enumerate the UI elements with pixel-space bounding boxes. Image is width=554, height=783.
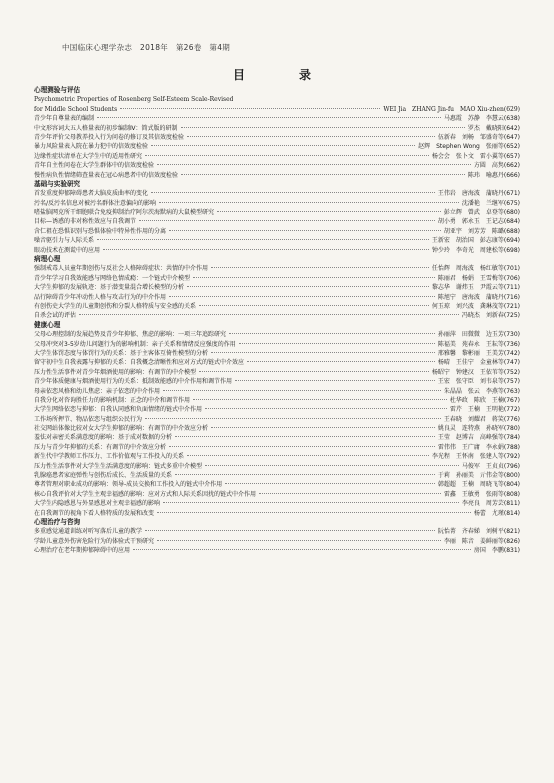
article-authors-page: 陈玮 喻惠丹(666) <box>467 171 520 179</box>
article-title: 心理治疗在老年期抑郁障碍中的应用 <box>34 547 131 555</box>
toc-entry[interactable] <box>34 415 520 424</box>
toc-entry[interactable] <box>34 161 520 170</box>
leader-dots <box>205 465 459 466</box>
article-title: 大学生体罚态度与体罚行为的关系：基于主客体互倚性模型的分析 <box>34 349 209 357</box>
leader-dots <box>193 277 435 278</box>
article-title: 慢性病负性情绪筛查量表在冠心病患者中的信效度检验 <box>34 171 179 179</box>
article-authors-page: 杨蕾 尤瑾(814) <box>473 509 520 517</box>
article-authors-page: 杨会会 张卜文 雷小翼等(657) <box>431 152 520 160</box>
article-title: 压力性生活事件对大学生生活满意度的影响：链式多重中介模型 <box>34 462 203 470</box>
leader-dots <box>229 333 435 334</box>
article-authors-page: 罗杰 戴晓阳(642) <box>467 124 520 132</box>
leader-dots <box>157 512 471 513</box>
section-heading: 基础与实验研究 <box>34 179 81 188</box>
article-authors-page: 陈福美 苑春永 王耘等(736) <box>437 340 520 348</box>
article-title: 边缘性症状清单在大学生中的适用性研究 <box>34 152 143 160</box>
leader-dots <box>159 202 459 203</box>
article-authors-page: 杨晴 王佳宁 金童林等(747) <box>437 359 520 367</box>
article-authors-page: 雷芹 王楠 王明艳(772) <box>449 406 520 414</box>
article-title: 大学生内隐感恩与外显感恩对主观幸福感的影响 <box>34 500 161 508</box>
article-title: 在自我调节的视角下看人格特质的发展和改变 <box>34 509 155 517</box>
toc-entry[interactable] <box>34 227 520 236</box>
toc-entry[interactable] <box>34 283 520 292</box>
table-of-contents <box>34 86 520 556</box>
article-title: 工作场所押节、物品依恋与组织公民行为 <box>34 415 143 423</box>
toc-entry[interactable] <box>34 358 520 367</box>
article-title: 目标—诱惑的非对称性效应与自我调节 <box>34 218 137 226</box>
article-title: 羞怯对亲密关系满意度的影响：基于成对数据的分析 <box>34 434 173 442</box>
article-title: 压力与青少年抑郁的关系：有调节的中介效应分析 <box>34 443 167 451</box>
article-authors-page: 黎志华 谢炜玉 尹霞云等(711) <box>431 284 520 292</box>
article-authors-page: 邢雅馨 黎彬丽 王美芳(742) <box>437 349 520 357</box>
article-title: 暴力风险量表入院在暴力犯中的信效度检验 <box>34 143 149 151</box>
toc-entry[interactable] <box>34 217 520 226</box>
leader-dots <box>199 305 429 306</box>
article-authors-page: 马俊军 王贞贞(796) <box>461 462 520 470</box>
toc-entry[interactable] <box>34 114 520 123</box>
toc-entry[interactable] <box>34 246 520 255</box>
toc-entry[interactable] <box>34 199 520 208</box>
leader-dots <box>211 267 429 268</box>
article-title: 大学生抑郁的发展轨迹：基于潜变量混合增长模型的分析 <box>34 284 185 292</box>
article-authors-page: 李亮良 周芳芸(811) <box>461 500 520 508</box>
article-authors-page: 彭立辉 曾武 卓登等(680) <box>443 209 520 217</box>
toc-entry[interactable] <box>34 133 520 142</box>
section-heading: 心理治疗与咨询 <box>34 517 81 526</box>
leader-dots <box>259 493 441 494</box>
leader-dots <box>145 418 441 419</box>
toc-entry[interactable] <box>34 368 520 377</box>
leader-dots <box>169 230 441 231</box>
article-title: Psychometric Properties of Rosenberg Self-Esteem Scale-Revised <box>34 96 234 104</box>
toc-entry[interactable] <box>34 302 520 311</box>
article-title: 青少年学习自我效能感与网络色情成瘾：一个链式中介模型 <box>34 274 191 282</box>
leader-dots <box>247 361 435 362</box>
article-authors-page: 雷鑫 王敏勇 张雨等(808) <box>443 490 520 498</box>
article-authors-page: 沈潘艳 兰继军(675) <box>461 199 520 207</box>
article-title: 大学生网络依恋与抑郁：自我认同感和负面情绪的链式中介作用 <box>34 406 203 414</box>
article-authors-page: 王春晓 刘耀君 蒋笑(776) <box>443 415 520 423</box>
toc-entry[interactable] <box>34 452 520 461</box>
leader-dots <box>193 399 447 400</box>
leader-dots <box>139 220 435 221</box>
article-title: 污名/反污名信息对被污名群体注意偏向的影响 <box>34 199 157 207</box>
article-title: 父母冲突对3-5岁幼儿问题行为的影响机制：亲子关系和情绪反应强度的作用 <box>34 340 236 348</box>
article-authors-page: 陈丽君 杨娟 王雪梅等(706) <box>437 274 520 282</box>
toc-entry[interactable] <box>34 443 520 452</box>
article-authors-page: 王莹 赵博吉 高峰强等(784) <box>437 434 520 442</box>
leader-dots <box>235 380 435 381</box>
article-title: 新生代中学教师工作压力、工作价值观与工作投入的关系 <box>34 453 185 461</box>
article-authors-page: 李丽 陈音 姜鲜丽等(826) <box>443 537 520 545</box>
toc-entry[interactable] <box>34 311 520 320</box>
article-title: 强制戒毒人员童年期创伤与反社会人格障碍症状：共情的中介作用 <box>34 265 209 273</box>
article-authors-page: 姚良灵 连特燕 孙晓军(780) <box>437 425 520 433</box>
toc-entry[interactable] <box>34 293 520 302</box>
article-authors-page: 陈旭宁 唐海波 蒲晓丹(716) <box>437 293 520 301</box>
leader-dots <box>169 296 435 297</box>
leader-dots <box>187 136 435 137</box>
leader-dots <box>225 483 435 484</box>
article-authors-page: 任怡辉 周海波 杨红敏等(701) <box>431 265 520 273</box>
section-heading: 健康心理 <box>34 320 61 329</box>
article-title: for Middle School Students <box>34 105 118 113</box>
article-authors-page: 韩超超 王楠 周晓飞等(804) <box>437 481 520 489</box>
article-title: 自我分化对咨询胜任力的影响机制：正念的中介和调节作用 <box>34 396 191 404</box>
article-title: 青少年评价父母教养投入行为问卷的修订及其信效度检验 <box>34 133 185 141</box>
leader-dots <box>175 474 435 475</box>
toc-entry[interactable] <box>34 537 520 546</box>
article-title: 青少年自尊量表的编制 <box>34 115 95 123</box>
article-title: 青少年体质健康与烟酒使用行为的关系：抵制效能感的中介作用和调节作用 <box>34 378 233 386</box>
article-title: 留守初中生自我表露与抑郁的关系：自我概念清晰性和应对方式的链式中介效应 <box>34 359 245 367</box>
article-authors-page: 房国 李鹏(831) <box>473 547 520 555</box>
leader-dots <box>199 371 429 372</box>
leader-dots <box>157 164 471 165</box>
toc-entry[interactable] <box>34 490 520 499</box>
section-heading: 心理测验与评估 <box>34 86 81 94</box>
leader-dots <box>169 446 435 447</box>
article-authors-page: 何玉琼 刘兴波 龚琳茂等(721) <box>431 302 520 310</box>
article-title: 有创伤史大学生的儿童期创伤和分裂人格特质与安全感的关系 <box>34 302 197 310</box>
leader-dots <box>181 174 465 175</box>
leader-dots <box>133 549 471 550</box>
article-authors-page: 杨昭宁 钟建汉 王依苇等(752) <box>431 368 520 376</box>
toc-entry[interactable] <box>34 396 520 405</box>
toc-entry[interactable] <box>34 471 520 480</box>
toc-entry[interactable] <box>34 349 520 358</box>
article-authors-page: 杜华政 陈欣 王楠(767) <box>449 396 520 404</box>
article-title: 乳腺癌患者家庭弹性与创伤后成长、生活质量的关系 <box>34 472 173 480</box>
leader-dots <box>175 436 435 437</box>
toc-entry[interactable] <box>34 152 520 161</box>
leader-dots <box>103 249 429 250</box>
article-title: 首发重度抑郁障碍患者大脑皮质曲率的变化 <box>34 190 149 198</box>
leader-dots <box>217 211 441 212</box>
article-title: 多重感觉通道训练对听写落后儿童的教学 <box>34 528 143 536</box>
article-authors-page: 王新宏 胡治国 彭志康等(694) <box>431 237 520 245</box>
journal-header: 中国临床心理学杂志 2018年 第26卷 第4期 <box>62 43 231 52</box>
leader-dots <box>163 502 459 503</box>
article-authors-page: 冯晓杰 刘新春(725) <box>461 312 520 320</box>
leader-dots <box>211 427 435 428</box>
article-authors-page: 伍新春 刘畅 邹盛奇等(647) <box>437 133 520 141</box>
article-title: 学龄儿童意外伤害危险行为的体验式干预研究 <box>34 537 155 545</box>
leader-dots <box>151 192 435 193</box>
leader-dots <box>187 455 429 456</box>
toc-entry[interactable] <box>34 405 520 414</box>
article-title: 压力性生活事件对青少年烟酒使用的影响：有调节的中介模型 <box>34 368 197 376</box>
toc-entry[interactable] <box>34 377 520 386</box>
article-title: 青年自主性问卷在大学生群体中的信效度检验 <box>34 162 155 170</box>
article-title: 嗜盐脑网克所干细胞联合免疫抑制治疗阿尔茨海默病的大鼠模型研究 <box>34 209 215 217</box>
article-title: 社交网站体像比较对女大学生抑郁的影响：有调节的中介效应分析 <box>34 425 209 433</box>
article-authors-page: 于莉 孙丽美 亓伟金等(800) <box>437 472 520 480</box>
leader-dots <box>151 145 415 146</box>
article-title: 尊者管理对职业成功的影响：领导-成员交换和工作投入的链式中介作用 <box>34 481 223 489</box>
leader-dots <box>97 239 429 240</box>
toc-entry[interactable] <box>34 462 520 471</box>
section-heading: 病理心理 <box>34 255 61 264</box>
article-title: 噪音驱引力与人际关系 <box>34 237 95 245</box>
article-authors-page: 阮怡菁 齐春娣 刘树平(821) <box>437 528 520 536</box>
toc-entry[interactable] <box>34 424 520 433</box>
toc-entry[interactable] <box>34 387 520 396</box>
article-title: 品行障碍青少年冲动性人格与攻击行为的中介作用 <box>34 293 167 301</box>
toc-entry[interactable] <box>34 142 520 151</box>
article-authors-page: 赵辉 Stephen Wong 张丽等(652) <box>418 143 520 151</box>
article-authors-page: 李光程 王怀南 张建人等(792) <box>431 453 520 461</box>
leader-dots <box>157 540 441 541</box>
article-authors-page: 朱晶晶 张云 李燕等(763) <box>443 387 520 395</box>
article-authors-page: 王宏 张守臣 刘韦泉等(757) <box>437 378 520 386</box>
leader-dots <box>120 108 380 109</box>
article-authors-page: 胡亚宇 刘芳芳 陈璐(688) <box>443 227 520 235</box>
article-title: 自杀会试的评估 <box>34 312 77 320</box>
leader-dots <box>97 117 441 118</box>
leader-dots <box>187 286 429 287</box>
toc-entry[interactable] <box>34 480 520 489</box>
leader-dots <box>145 155 429 156</box>
toc-entry[interactable] <box>34 433 520 442</box>
article-authors-page: 马惠霞 苏静 李慧云(638) <box>443 115 520 123</box>
toc-entry[interactable] <box>34 509 520 518</box>
toc-entry[interactable] <box>34 208 520 217</box>
toc-entry[interactable] <box>34 499 520 508</box>
article-title: 核心自我评价对大学生主观幸福感的影响：应对方式和人际关系因扰的链式中介作用 <box>34 490 257 498</box>
article-authors-page: 王伟岩 唐海波 蒲晓丹(671) <box>437 190 520 198</box>
leader-dots <box>181 127 465 128</box>
toc-entry[interactable] <box>34 340 520 349</box>
article-title: 含仁祖在恐惧识别与恐惧体验中特异性作用的分离 <box>34 227 167 235</box>
leader-dots <box>145 530 435 531</box>
article-title: 父母心理控制的发展趋势及青少年抑郁、焦虑的影响：一项三年追踪研究 <box>34 331 227 339</box>
toc-entry[interactable] <box>34 189 520 198</box>
article-authors-page: 钟少玲 李奇光 周建松等(698) <box>431 246 520 254</box>
leader-dots <box>163 390 441 391</box>
leader-dots <box>239 343 435 344</box>
leader-dots <box>79 314 459 315</box>
article-authors-page: 方圆 高隽(662) <box>473 162 520 170</box>
toc-entry[interactable] <box>34 105 520 114</box>
leader-dots <box>211 352 435 353</box>
toc-entry[interactable] <box>34 95 520 104</box>
article-authors-page: 胡小勇 郭永玉 王记志(684) <box>437 218 520 226</box>
page-title: 目 录 <box>232 68 321 82</box>
article-title: 眼动技术在测谎中的应用 <box>34 246 101 254</box>
toc-entry[interactable] <box>34 171 520 180</box>
article-authors-page: 孙丽萍 田微微 边玉芳(730) <box>437 331 520 339</box>
toc-entry[interactable] <box>34 264 520 273</box>
toc-entry[interactable] <box>34 274 520 283</box>
article-title: 母亲依恋风格和幼儿焦虑：亲子依恋的中介作用 <box>34 387 161 395</box>
toc-entry[interactable] <box>34 330 520 339</box>
toc-entry[interactable] <box>34 527 520 536</box>
toc-entry[interactable] <box>34 236 520 245</box>
toc-entry[interactable] <box>34 546 520 555</box>
article-title: 中文形容词大五人格量表的初步编制Ⅳ：简式版的研制 <box>34 124 178 132</box>
leader-dots <box>205 408 447 409</box>
article-authors-page: 雷伟伟 王广庸 李永娟(788) <box>437 443 520 451</box>
toc-entry[interactable] <box>34 124 520 133</box>
article-authors-page: WEI Jia ZHANG Jin-fu MAO Xiu-zhen(629) <box>383 105 520 113</box>
